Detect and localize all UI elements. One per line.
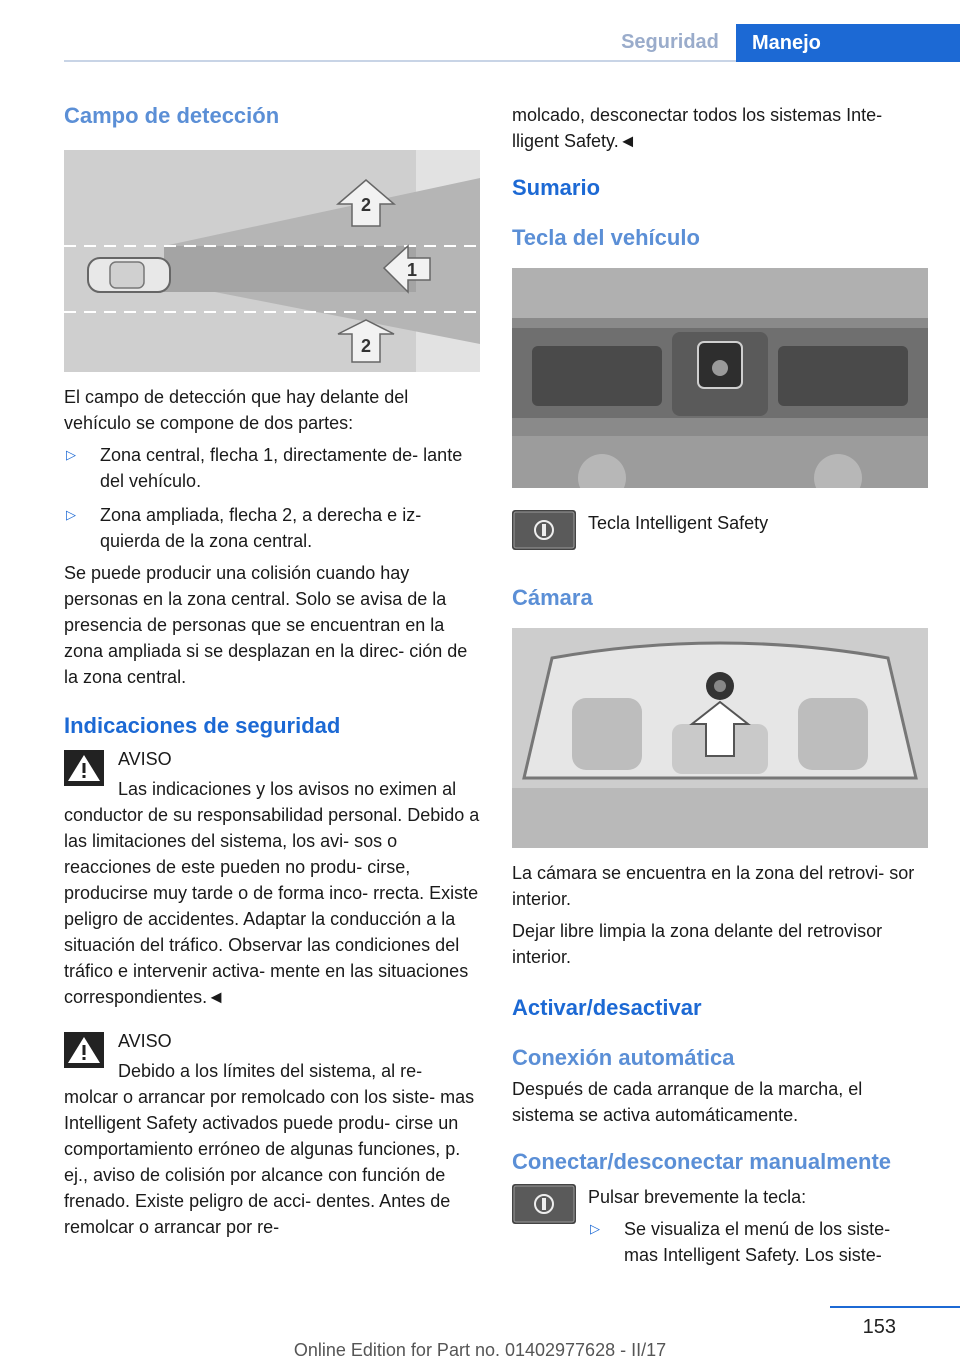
arrow-label-middle: 1 (406, 260, 418, 280)
key-caption: Tecla Intelligent Safety (588, 513, 769, 533)
page-header (0, 0, 960, 64)
bullet-text: Zona central, flecha 1, directamente de‐ lante del vehículo. (100, 445, 463, 491)
heading-auto-activation: Conexión automática (512, 1045, 735, 1070)
key-caption-row (512, 510, 928, 550)
bullet-extended-zone (64, 502, 480, 554)
heading-safety-notes: Indicaciones de seguridad (64, 713, 341, 738)
paragraph-continued: molcado, desconectar todos los sistemas Inte‐ lligent Safety.◄ (512, 105, 883, 151)
bullet-text: Se visualiza el menú de los siste‐ mas Intelligent Safety. Los siste‐ (624, 1219, 891, 1265)
footer-edition: Online Edition for Part no. 01402977628 - II/17 (293, 1340, 667, 1360)
heading-summary: Sumario (512, 175, 601, 200)
page-number: 153 (862, 1316, 896, 1338)
bullet-text: Zona ampliada, flecha 2, a derecha e iz‐ quierda de la zona central. (100, 505, 422, 551)
left-column (64, 96, 480, 1240)
footer-rule (830, 1306, 960, 1308)
warning-text-2: Debido a los límites del sistema, al re‐ molcar o arrancar por remolcado con los siste‐ mas Intelligent Safety activados puede produ‐ cirse un comportamiento erróneo de algunas funciones, p. ej., aviso de colisión por alcance con función de frenado. Existe peligro de acci‐ dentes. Antes de remolcar o arrancar por re‐ (64, 1061, 475, 1237)
bullet-triangle-icon: ▷ (66, 507, 76, 522)
paragraph-camera-clean: Dejar libre limpia la zona delante del retrovisor interior. (512, 921, 883, 967)
heading-vehicle-key: Tecla del vehículo (512, 225, 700, 250)
dashboard-button-photo (512, 268, 928, 488)
heading-detection-field: Campo de detección (64, 103, 280, 128)
heading-manual-activation: Conectar/desconectar manualmente (512, 1149, 892, 1174)
arrow-label-bottom: 2 (360, 336, 372, 356)
warning-triangle-icon (64, 1032, 104, 1068)
paragraph-collision: Se puede producir una colisión cuando hay personas en la zona central. Solo se avisa de la presencia de personas que se encuentran en la zona ampliada si se desplazan en la direc‐ ción de la zona central. (64, 563, 468, 687)
paragraph-auto-activation: Después de cada arranque de la marcha, el sistema se activa automáticamente. (512, 1079, 863, 1125)
paragraph-press-key: Pulsar brevemente la tecla: (588, 1187, 807, 1207)
bullet-triangle-icon: ▷ (590, 1221, 600, 1236)
warning-text-1: Las indicaciones y los avisos no eximen al conductor de su responsabilidad personal. Debido a las limitaciones del sistema, los avi‐ sos o reacciones de este pueden no produ‐ cirse, producirse muy tarde o de forma inco‐ rrecta. Existe peligro de accidentes. Adaptar la conducción a la situación del tráfico. Observar las condiciones del tráfico e intervenir activa‐ mente en las situaciones correspondientes.◄ (64, 779, 480, 1007)
detection-field-figure (64, 150, 480, 372)
bullet-menu-displayed (588, 1216, 928, 1268)
paragraph-camera-location: La cámara se encuentra en la zona del retrovi‐ sor interior. (512, 863, 915, 909)
tab-manejo[interactable]: Manejo (736, 24, 960, 62)
heading-camera: Cámara (512, 585, 593, 610)
windshield-camera-photo (512, 628, 928, 848)
right-column (512, 102, 928, 1268)
paragraph-detection: El campo de detección que hay delante del vehículo se compone de dos partes: (64, 387, 409, 433)
heading-activate: Activar/desactivar (512, 995, 702, 1020)
press-key-row (512, 1184, 928, 1268)
intelligent-safety-key-icon (512, 1184, 576, 1224)
warning-title-1: AVISO (118, 749, 172, 769)
intelligent-safety-key-icon (512, 510, 576, 550)
arrow-label-top: 2 (360, 195, 372, 215)
warning-triangle-icon (64, 750, 104, 786)
bullet-triangle-icon: ▷ (66, 447, 76, 462)
warning-title-2: AVISO (118, 1031, 172, 1051)
bullet-central-zone (64, 442, 480, 494)
tab-seguridad[interactable]: Seguridad (621, 30, 719, 53)
